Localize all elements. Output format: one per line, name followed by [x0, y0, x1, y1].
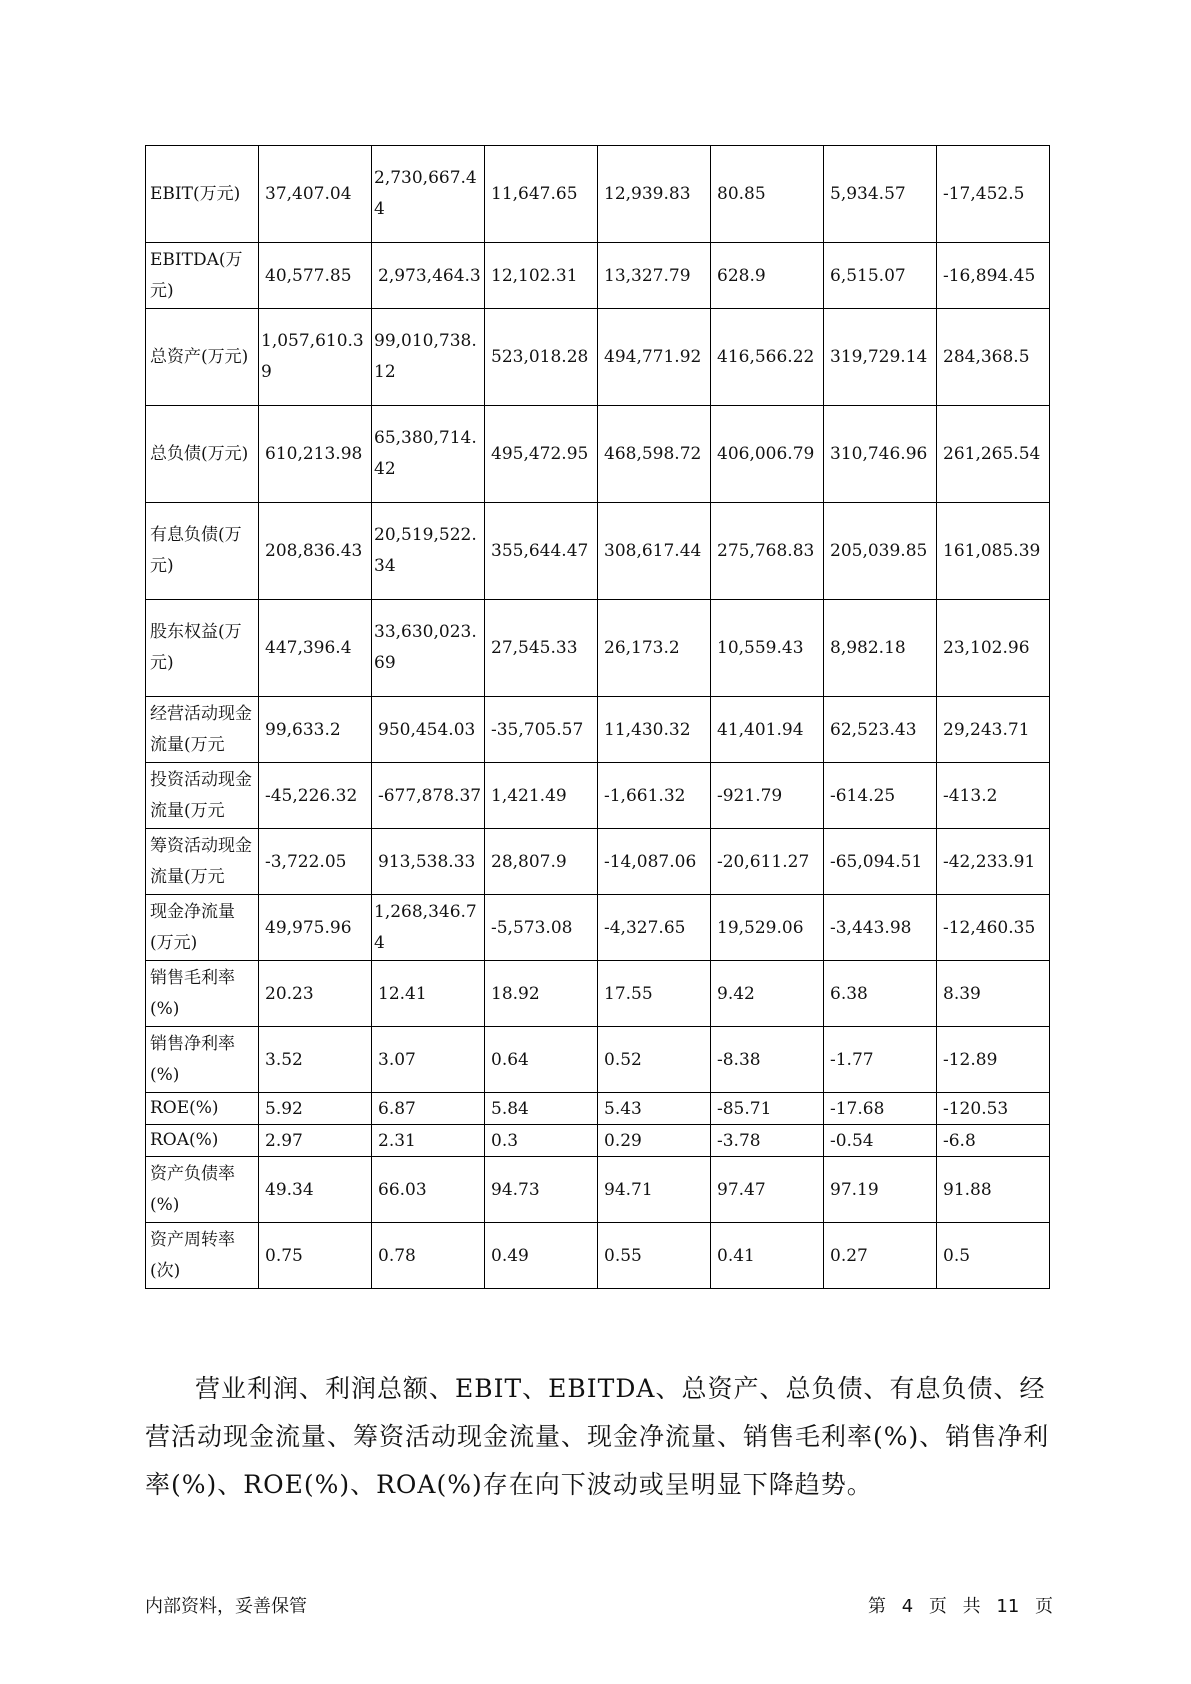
table-cell: -3,722.05: [259, 829, 372, 895]
table-cell: 0.41: [711, 1223, 824, 1289]
table-cell: -65,094.51: [824, 829, 937, 895]
table-cell: -14,087.06: [598, 829, 711, 895]
table-cell: 2,973,464.3: [372, 243, 485, 309]
table-cell: -3,443.98: [824, 895, 937, 961]
table-cell: 40,577.85: [259, 243, 372, 309]
table-row: [146, 1093, 1050, 1125]
table-cell: 208,836.43: [259, 503, 372, 600]
table-cell: 97.19: [824, 1157, 937, 1223]
table-cell: 17.55: [598, 961, 711, 1027]
table-cell: 6.38: [824, 961, 937, 1027]
table-cell: 29,243.71: [937, 697, 1050, 763]
table-cell: 20.23: [259, 961, 372, 1027]
table-cell: 97.47: [711, 1157, 824, 1223]
row-label: 总负债(万元): [146, 406, 259, 503]
table-cell: 94.73: [485, 1157, 598, 1223]
table-cell: 416,566.22: [711, 309, 824, 406]
table-cell: 0.64: [485, 1027, 598, 1093]
table-cell: -1.77: [824, 1027, 937, 1093]
table-cell: -921.79: [711, 763, 824, 829]
row-label: 资产周转率(次): [146, 1223, 259, 1289]
table-row: [146, 895, 1050, 961]
table-cell: 49,975.96: [259, 895, 372, 961]
table-cell: 2.97: [259, 1125, 372, 1157]
table-cell: 319,729.14: [824, 309, 937, 406]
table-cell: -12,460.35: [937, 895, 1050, 961]
table-cell: -8.38: [711, 1027, 824, 1093]
table-cell: 1,421.49: [485, 763, 598, 829]
table-row: [146, 309, 1050, 406]
row-label: EBIT(万元): [146, 146, 259, 243]
table-cell: 0.5: [937, 1223, 1050, 1289]
table-cell: 0.52: [598, 1027, 711, 1093]
table-cell: 37,407.04: [259, 146, 372, 243]
table-cell: 99,010,738.12: [372, 309, 485, 406]
table-cell: 65,380,714.42: [372, 406, 485, 503]
table-cell: 3.07: [372, 1027, 485, 1093]
table-cell: -35,705.57: [485, 697, 598, 763]
table-cell: -677,878.37: [372, 763, 485, 829]
table-cell: 94.71: [598, 1157, 711, 1223]
table-cell: -16,894.45: [937, 243, 1050, 309]
table-cell: 23,102.96: [937, 600, 1050, 697]
table-cell: 13,327.79: [598, 243, 711, 309]
table-row: [146, 763, 1050, 829]
row-label: EBITDA(万元): [146, 243, 259, 309]
row-label: 有息负债(万元): [146, 503, 259, 600]
table-cell: -17,452.5: [937, 146, 1050, 243]
table-cell: 406,006.79: [711, 406, 824, 503]
financial-table-body: [146, 146, 1050, 1289]
row-label: 销售净利率(%): [146, 1027, 259, 1093]
table-cell: 9.42: [711, 961, 824, 1027]
row-label: 总资产(万元): [146, 309, 259, 406]
table-cell: -120.53: [937, 1093, 1050, 1125]
row-label: ROA(%): [146, 1125, 259, 1157]
table-cell: -614.25: [824, 763, 937, 829]
table-cell: 5,934.57: [824, 146, 937, 243]
table-cell: -0.54: [824, 1125, 937, 1157]
table-cell: 8,982.18: [824, 600, 937, 697]
table-row: [146, 1125, 1050, 1157]
table-cell: 0.75: [259, 1223, 372, 1289]
table-row: [146, 829, 1050, 895]
table-cell: 1,268,346.74: [372, 895, 485, 961]
table-cell: 161,085.39: [937, 503, 1050, 600]
table-cell: 355,644.47: [485, 503, 598, 600]
table-cell: 18.92: [485, 961, 598, 1027]
table-cell: 27,545.33: [485, 600, 598, 697]
table-cell: 6.87: [372, 1093, 485, 1125]
footer-page-number: 第 4 页 共 11 页: [868, 1596, 1053, 1617]
table-cell: 610,213.98: [259, 406, 372, 503]
table-cell: 11,430.32: [598, 697, 711, 763]
table-cell: 468,598.72: [598, 406, 711, 503]
table-cell: 310,746.96: [824, 406, 937, 503]
table-cell: 62,523.43: [824, 697, 937, 763]
table-cell: -85.71: [711, 1093, 824, 1125]
row-label: 现金净流量(万元): [146, 895, 259, 961]
table-cell: -3.78: [711, 1125, 824, 1157]
table-cell: 628.9: [711, 243, 824, 309]
row-label: 经营活动现金流量(万元: [146, 697, 259, 763]
table-cell: 284,368.5: [937, 309, 1050, 406]
table-cell: 447,396.4: [259, 600, 372, 697]
table-cell: -42,233.91: [937, 829, 1050, 895]
footer-confidential-note: 内部资料，妥善保管: [145, 1596, 307, 1617]
summary-paragraph: 营业利润、利润总额、EBIT、EBITDA、总资产、总负债、有息负债、经营活动现金流量、筹资活动现金流量、现金净流量、销售毛利率(%)、销售净利率(%)、ROE(%)、ROA(%)存在向下波动或呈明显下降趋势。: [145, 1374, 1050, 1499]
table-cell: -4,327.65: [598, 895, 711, 961]
table-row: [146, 1157, 1050, 1223]
table-cell: 6,515.07: [824, 243, 937, 309]
table-cell: 0.49: [485, 1223, 598, 1289]
row-label: 销售毛利率(%): [146, 961, 259, 1027]
table-cell: 0.29: [598, 1125, 711, 1157]
table-row: [146, 1223, 1050, 1289]
table-cell: 10,559.43: [711, 600, 824, 697]
table-cell: 1,057,610.39: [259, 309, 372, 406]
table-cell: 20,519,522.34: [372, 503, 485, 600]
table-cell: 261,265.54: [937, 406, 1050, 503]
table-cell: -5,573.08: [485, 895, 598, 961]
table-cell: 28,807.9: [485, 829, 598, 895]
table-cell: 5.92: [259, 1093, 372, 1125]
table-cell: 275,768.83: [711, 503, 824, 600]
table-cell: -17.68: [824, 1093, 937, 1125]
table-cell: 5.84: [485, 1093, 598, 1125]
table-cell: 5.43: [598, 1093, 711, 1125]
table-cell: 494,771.92: [598, 309, 711, 406]
table-row: [146, 1027, 1050, 1093]
table-cell: -45,226.32: [259, 763, 372, 829]
table-cell: 205,039.85: [824, 503, 937, 600]
financial-table: [145, 145, 1050, 1289]
table-cell: 33,630,023.69: [372, 600, 485, 697]
table-cell: 950,454.03: [372, 697, 485, 763]
table-cell: 66.03: [372, 1157, 485, 1223]
table-cell: 0.55: [598, 1223, 711, 1289]
row-label: 投资活动现金流量(万元: [146, 763, 259, 829]
table-row: [146, 243, 1050, 309]
table-cell: 80.85: [711, 146, 824, 243]
table-cell: 11,647.65: [485, 146, 598, 243]
table-row: [146, 503, 1050, 600]
table-cell: 99,633.2: [259, 697, 372, 763]
table-cell: -6.8: [937, 1125, 1050, 1157]
table-row: [146, 697, 1050, 763]
table-cell: 49.34: [259, 1157, 372, 1223]
table-cell: 308,617.44: [598, 503, 711, 600]
table-cell: -1,661.32: [598, 763, 711, 829]
row-label: 资产负债率(%): [146, 1157, 259, 1223]
table-cell: 2.31: [372, 1125, 485, 1157]
table-cell: 19,529.06: [711, 895, 824, 961]
table-cell: 495,472.95: [485, 406, 598, 503]
table-cell: -413.2: [937, 763, 1050, 829]
table-cell: 12,939.83: [598, 146, 711, 243]
table-cell: 8.39: [937, 961, 1050, 1027]
table-cell: 2,730,667.44: [372, 146, 485, 243]
table-cell: -20,611.27: [711, 829, 824, 895]
table-cell: 91.88: [937, 1157, 1050, 1223]
table-row: [146, 961, 1050, 1027]
row-label: 股东权益(万元): [146, 600, 259, 697]
table-row: [146, 146, 1050, 243]
table-row: [146, 406, 1050, 503]
table-cell: 26,173.2: [598, 600, 711, 697]
row-label: ROE(%): [146, 1093, 259, 1125]
table-cell: 523,018.28: [485, 309, 598, 406]
table-cell: 0.3: [485, 1125, 598, 1157]
table-cell: -12.89: [937, 1027, 1050, 1093]
table-cell: 41,401.94: [711, 697, 824, 763]
table-cell: 0.78: [372, 1223, 485, 1289]
row-label: 筹资活动现金流量(万元: [146, 829, 259, 895]
table-cell: 12,102.31: [485, 243, 598, 309]
table-cell: 12.41: [372, 961, 485, 1027]
table-cell: 913,538.33: [372, 829, 485, 895]
table-row: [146, 600, 1050, 697]
table-cell: 3.52: [259, 1027, 372, 1093]
table-cell: 0.27: [824, 1223, 937, 1289]
